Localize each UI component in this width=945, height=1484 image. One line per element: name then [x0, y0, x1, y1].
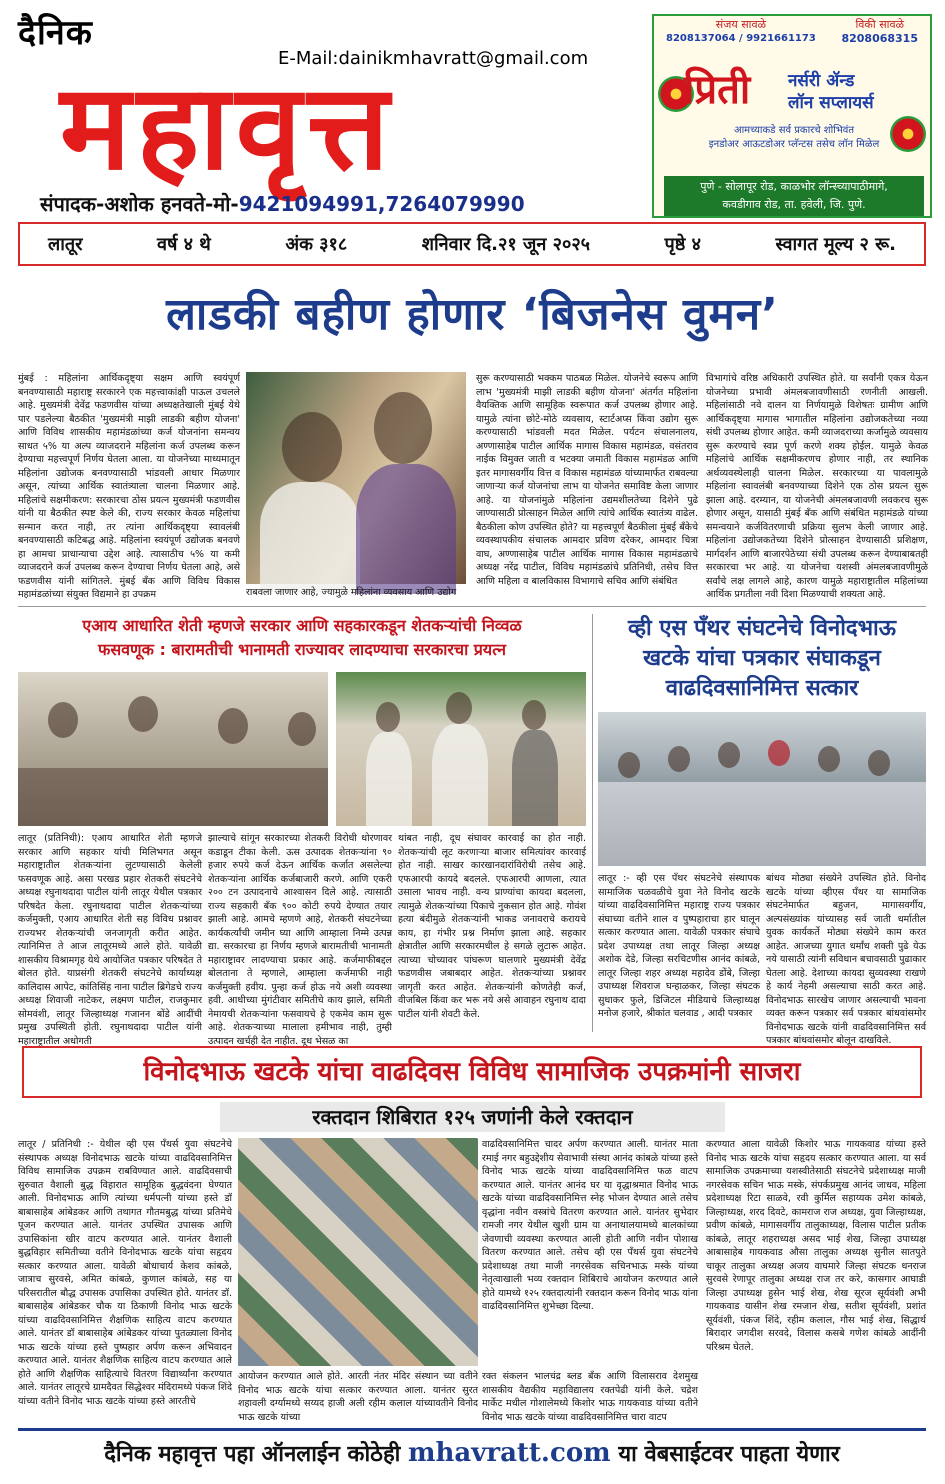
ad-contact-1-name: संजय सावळे — [715, 18, 767, 31]
birthday-story-column-2: आयोजन करण्यात आले होते. आरती नंतर मंदिर संस्थान च्या वतीने विनोद भाऊ खटके यांचा सत्कार करण्यात आला. यानंतर सुरत शहावली दर्ग्यामध्ये सय्यद हाजी अली रहीम कलाल यांच्यावतीने विनोद भाऊ खटके यांच्या — [238, 1371, 478, 1423]
ad-contact-2-phone: 8208068315 — [841, 32, 918, 45]
ad-address — [664, 176, 924, 216]
birthday-story-banner: विनोदभाऊ खटके यांचा वाढदिवस विविध सामाजिक उपक्रमांनी साजरा — [22, 1046, 922, 1098]
felicitation-photo — [598, 712, 926, 866]
ad-desc-line-1: आमच्याकडे सर्व प्रकारचे शोभिवंत — [733, 125, 855, 136]
lead-headline: लाडकी बहीण होणार ‘बिजनेस वुमन’ — [166, 289, 779, 340]
issue-date: शनिवार दि.२१ जून २०२५ — [421, 234, 591, 255]
farming-story-headline — [18, 614, 586, 662]
ad-address-line-1: पुणे - सोलापूर रोड, काळभोर लॉन्स्च्यापाठीमागे, — [700, 180, 888, 193]
birthday-story-column-1: लातूर / प्रतिनिधी :- येथील व्ही एस पँथर्स युवा संघटनेचे संस्थापक अध्यक्ष विनोदभाऊ खटके यांच्या वाढदिवसानिमित्त विविध सामाजिक उपक्रम राबविण्यात आले. वाढदिवसाची सुरुवात वैशाली बुद्ध विहारात सामूहिक बुद्धवंदना घेण्यात आली. विनोदभाऊ आणि त्यांच्या धर्मपत्नी यांच्या हस्ते डॉ बाबासाहेब आंबेडकर आणि तथागत गौतमबुद्ध यांच्या प्रतिमेचे पूजन करण्यात आले. यानंतर उपस्थित उपासक आणि उपासिकांना खीर वाटप करण्यात आले. यानंतर वैशाली बुद्धविहार समितीच्या वतीने विनोदभाऊ खटके यांचा सहृदय सत्कार करण्यात आला. यावेळी बोधाचार्य केशव कांबळे, जात्राच सुरवसे, अमित कांबळे, कुणाल कांबळे, सह या परिसरातील बौद्ध उपासक उपासिका उपस्थित होते. यानंतर डॉ. बाबासाहेब आंबेडकर चौक या ठिकाणी विनोद भाऊ खटके यांच्या वाढदिवसानिमित्त शैक्षणिक साहित्य वाटप करण्यात आले. यानंतर डॉ बाबासाहेब आंबेडकर यांच्या पुतळ्याला विनोद भाऊ खटके यांच्या हस्ते पुष्पहार अर्पण करून अभिवादन करण्यात आले. यानंतर शैक्षणिक साहित्य वाटप करण्यात आले होते आणि शैक्षणिक साहित्याचे वितरण विद्यार्थ्यांना करण्यात आले. यानंतर लातूरचे ग्रामदैवत सिद्धेश्वर मंदिरामध्ये पंकज शिंदे यांच्या वतीने विनोद भाऊ खटके यांच्या हस्ते आरतीचे — [18, 1139, 233, 1407]
ad-brand-line-1: नर्सरी ॲन्ड — [788, 71, 855, 91]
panther-headline-line-1: व्ही एस पँथर संघटनेचे विनोदभाऊ — [627, 616, 897, 641]
issue-pages: पृष्ठे ४ — [664, 234, 701, 255]
birthday-collage-photo — [238, 1138, 478, 1366]
birthday-story-column-3: रक्त संकलन भालचंद्र ब्लड बँक आणि विलासराव देशमुख शासकीय वैद्यकीय महाविद्यालय रक्तपेढी यांनी केले. चद्रेश मार्केट मधील गोशालेमध्ये किशोर भाऊ गायकवाड यांच्या वतीने विनोद भाऊ खटके यांच्या वाढदिवसानिमित्त चारा वाटप — [482, 1371, 698, 1423]
editor-phones: 9421094991,7264079990 — [238, 192, 525, 216]
group-meeting-photo — [336, 672, 586, 826]
website-promo-footer — [18, 1428, 926, 1472]
lead-photo-caption: राबवला जाणार आहे, ज्यामुळे महिलांना व्यवसाय आणि उद्योग — [246, 587, 457, 598]
ad-contact-1 — [666, 18, 816, 46]
website-link[interactable]: mhavratt.com — [408, 1438, 611, 1468]
ad-address-line-2: कवडीगाव रोड, ता. हवेली, जि. पुणे. — [722, 198, 866, 211]
birthday-story-column-4: वाढदिवसानिमित्त चादर अर्पण करण्यात आली. यानंतर माता रमाई नगर बहुउद्देशीय सेवाभावी संस्था आनंद कांबळे यांच्या हस्ते विनोद भाऊ खटके यांच्या वाढदिवसानिमित्त फळ वाटप करण्यात आले. यानंतर आनंद घर या वृद्धाश्रमात विनोद भाऊ खटके यांच्या वाढदिवसानिमित्त स्नेह भोजन देण्यात आले तसेच वृद्धांना नवीन वस्त्रांचे वितरण करण्यात आले. यानंतर सुभेदार रामजी नगर येथील खुशी ग्राम या अनाथालयामध्ये बालकांच्या जेवणाची व्यवस्था करण्यात आली होती आणि नवीन पोशाख वितरण करण्यात आले. तसेच व्ही एस पँथर्स युवा संघटनेचे प्रदेशाध्यक्ष तथा माजी नगरसेवक सचिनभाऊ मस्के यांच्या नेतृत्वाखाली भव्य रक्तदान शिबिराचे आयोजन करण्यात आले होते यामध्ये १२५ रक्तदात्यांनी रक्तदान करून विनोद भाऊ यांना वाढदिवसानिमित्त शुभेच्छा दिल्या. — [482, 1139, 698, 1312]
panther-story-column-2: बांधव मोठ्या संख्येने उपस्थित होते. विनोद खटके यांच्या व्हीएस पँथर या सामाजिक संघटनेमार्फत बहुजन, मागासवर्गीय, अल्पसंख्यांक यांच्यासह सर्व जाती धर्मातील युवक कार्यकर्ते मोठ्या संख्येने काम करत आहेत. आजच्या युगात धर्मांध शक्ती पुढे येऊ नये यासाठी त्यांनी सविधान बचावसाठी पुढाकार घेतला आहे. देशाच्या कायदा सुव्यवस्था राखणे हे कार्य नेहमी असल्याचा साठी करत आहे. विनोदभाऊ सारखेच जाणार असल्याची भावना व्यक्त करून पत्रकार सर्व पत्रकार बांधवांसमोर विनोदभाऊ खटके यांनी वाढदिवसानिमित्त सर्व पत्रकार बांधवांसमोर बोलून दाखविले. — [766, 873, 926, 1046]
issue-city: लातूर — [48, 234, 83, 255]
panther-headline-line-2: खटके यांचा पत्रकार संघाकडून — [643, 646, 881, 671]
ad-brand-name: प्रिती — [684, 67, 751, 113]
editor-line — [40, 190, 525, 217]
ad-description — [664, 124, 924, 152]
farming-headline-line-1: एआय आधारित शेती म्हणजे सरकार आणि सहकारकडून शेतकऱ्यांची निव्वळ — [82, 616, 522, 635]
section-divider — [18, 606, 926, 607]
birthday-story-column-5: करण्यात आला यावेळी किशोर भाऊ गायकवाड यांच्या हस्ते विनोद भाऊ खटके यांचा सहृदय सत्कार करण्यात आला. या सर्व सामाजिक उपक्रमाच्या यशस्वीतेसाठी संघटनेचे प्रदेशाध्यक्ष माजी नगरसेवक सचिन भाऊ मस्के, संपर्कप्रमुख आनंद जाधव, महिला प्रदेशाध्यक्ष रिटा साळवे, रवी कुर्मिल सहाय्यक उमेश कांबळे, जिल्हाध्यक्ष, शरद दिवटे, कामराज राज अध्यक्ष, युवा जिल्हाध्यक्ष, प्रवीण कांबळे, मागासवर्गीय तालुकाध्यक्ष, विलास पाटील प्रतीक कांबळे, लातूर शहराध्यक्ष असद भाई शेख, जिल्हा उपाध्यक्ष आबासाहेब गायकवाड औसा तालुका अध्यक्ष सुनील सातपुते चाकूर तालुका अध्यक्ष अजय वाघमारे जिल्हा संघटक धनराज सुरवसे रेणापूर तालुका अध्यक्ष राज तर करे, कासगार आघाडी जिल्हा उपाध्यक्ष हुसेन भाई शेख, शेख सूरज सूर्यवंशी अभी गायकवाड यासीन शेख रमजान शेख, सतीश सूर्यवंशी, प्रशांत सूर्यवंशी, पंकज शिंदे, रहीम कलाल, गौस भाई शेख, सिद्धार्थ बिरादार जगदीश सरवदे, विलास कसबे गणेश कांबळे आदींनी परिश्रम घेतले. — [706, 1139, 926, 1353]
ad-desc-line-2: इनडोअर आऊटडोअर प्लॅन्टस तसेच लॉन मिळेल — [708, 139, 880, 150]
newspaper-title: महावृत्त — [60, 57, 395, 196]
issue-price: स्वागत मूल्य २ रू. — [775, 234, 896, 255]
ad-contact-2 — [841, 18, 918, 46]
lead-story-column-3: सुरू करण्यासाठी भक्कम पाठबळ मिळेल. योजनेचे स्वरूप आणि लाभ 'मुख्यमंत्री माझी लाडकी बहीण योजना' अंतर्गत महिलांना वैयक्तिक आणि सामूहिक स्वरूपात कर्ज उपलब्ध होणार आहे. यामुळे त्यांना छोटे-मोठे व्यवसाय, स्टार्टअप्स किंवा उद्योग सुरू करण्यासाठी भांडवली मदत मिळेल. पर्यटन संचालनालय, अण्णासाहेब पाटील आर्थिक मागास विकास महामंडळ, वसंतराव नाईक विमुक्त जाती व भटक्या जमाती विकास महामंडळ आणि इतर मागासवर्गीय वित्त व विकास महामंडळ यांच्यामार्फत राबवल्या जाणाऱ्या कर्ज योजनांचा लाभ या योजनेत समाविष्ट केला जाणार आहे. या योजनांमुळे महिलांना उद्यमशीलतेच्या दिशेने पुढे जाण्यासाठी प्रोत्साहन मिळेल आणि त्यांचे आर्थिक स्वातंत्र्य वाढेल. बैठकीला कोण उपस्थित होते? या महत्त्वपूर्ण बैठकीला मुंबई बँकेचे व्यवस्थापकीय संचालक आमदार प्रविण दरेकर, आमदार चित्रा वाघ, अण्णासाहेब पाटील आर्थिक मागास विकास महामंडळाचे अध्यक्ष नरेंद्र पाटील, विविध महामंडळांचे प्रतिनिधी, तसेच वित्त आणि महिला व बालविकास विभागाचे सचिव आणि संबंधित — [476, 373, 698, 587]
ad-contact-2-name: विकी सावळे — [855, 18, 904, 31]
nursery-advertisement — [652, 14, 932, 218]
lead-story-column-4: विभागांचे वरिष्ठ अधिकारी उपस्थित होते. या सर्वांनी एकत्र येऊन योजनेच्या प्रभावी अंमलबजावणीसाठी रणनीती आखली. महिलांसाठी नवे दालन या निर्णयामुळे विशेषतः ग्रामीण आणि आर्थिकदृष्ट्या मागास भागातील महिलांना उद्योजकतेच्या नव्या संधी उपलब्ध होणार आहेत. कमी व्याजदराच्या कर्जामुळे व्यवसाय सुरू करण्याचे स्वप्न पूर्ण करणे शक्य होईल. यामुळे केवळ महिलांचे आर्थिक सक्षमीकरणच होणार नाही, तर स्थानिक अर्थव्यवस्थेलाही चालना मिळेल. सरकारच्या या पावलामुळे महिलांना स्वावलंबी बनवण्याच्या दिशेने एक ठोस प्रयत्न सुरू झाला आहे. दरम्यान, या योजनेची अंमलबजावणी लवकरच सुरू होणार असून, यासाठी मुंबई बँक आणि संबंधित महामंडळे यांच्या समन्वयाने कर्जवितरणाची प्रक्रिया सुलभ केली जाणार आहे. महिलांना उद्योजकतेच्या दिशेने प्रोत्साहन देण्यासाठी प्रशिक्षण, मार्गदर्शन आणि बाजारपेठेच्या संधी उपलब्ध करून देण्याबाबतही सरकारचा भर आहे. या योजनेचा यशस्वी अंमलबजावणीमुळे सर्वांचे लक्ष लागले आहे, कारण यामुळे महाराष्ट्रातील महिलांच्या आर्थिक प्रगतीला नवी दिशा मिळण्याची शक्यता आहे. — [706, 373, 928, 600]
press-conference-photo — [18, 672, 328, 826]
issue-year: वर्ष ४ थे — [157, 234, 211, 255]
farming-story-column-1: लातूर (प्रतिनिधी): एआय आधारित शेती म्हणजे सरकार आणि सहकार यांची मिलिभगत असून महाराष्ट्रातील शेतकऱ्यांना लुटण्यासाठी केलेली फसवणूक आहे. असा परखड प्रहार शेतकरी संघटनेचे अध्यक्ष रघुनाथदादा पाटील यांनी लातूर येथील पत्रकार परिषदेत केला. रघुनाथदादा पाटील शेतकऱ्यांच्या कर्जमुक्ती, एआय आधारित शेती सह विविध प्रश्नावर राज्यभर शेतकऱ्यांची जनजागृती करीत आहेत. त्यानिमित्त ते आज लातूरमध्ये आले होते. यावेळी शासकीय विश्रामगृह येथे आयोजित पत्रकार परिषदेत ते बोलत होते. याप्रसंगी शेतकरी संघटनेचे कार्याध्यक्ष कालिदास आपेट, कांतिसिंह नाना पाटील ब्रिगेडचे राज्य अध्यक्ष शिवाजी नाटेकर, लक्ष्मण पाटील, राजकुमार सोमवंशी, लातूर जिल्हाध्यक्ष गजानन बोंडे आदींची प्रमुख उपस्थिती होती. रघुनाथदादा पाटील यांनी महाराष्ट्रातील अधोगती — [18, 833, 202, 1047]
farming-story-column-3: थांबत नाही, दूध संघावर कारवाई का होत नाही. शेतकऱ्यांची लूट करणाऱ्या बाजार समित्यांवर कारवाई होत नाही. साखर कारखानदारांविरोधी तसेच आहे. एफआरपी कायदे बदलले. एफआरपी आणला, त्यात उसाला भावच नाही. वन्य प्राण्यांचा कायदा बदलला, त्यामुळे शेतकऱ्यांच्या पिकाचे नुकसान होत आहे. गोवंश हत्या बंदीमुळे शेतकऱ्यांनी भाकड जनावराचे करायचे काय, हा गंभीर प्रश्न निर्माण झाला आहे. सहकार क्षेत्रातील आणि सरकारमधील हे सगळे लुटारू आहेत. त्याच्या चोच्यावर पांघरूण घालणारे मुख्यमंत्री देवेंद्र फडणवीस जबाबदार आहेत. शेतकऱ्यांच्या प्रश्नावर जागृती करत आहेत. शेतकऱ्यांनी कोणतेही कर्ज, वीजबिल किंवा कर भरू नये असे आवाहन रघुनाथ दादा पाटील यांनी शेवटी केले. — [398, 833, 586, 1020]
footer-text-after: या वेबसाईटवर पाहता येणार — [618, 1442, 840, 1467]
ad-contacts — [654, 18, 930, 46]
panther-story-headline — [598, 614, 926, 704]
column-divider — [592, 614, 593, 1032]
lead-story-photo — [246, 372, 466, 584]
contact-email[interactable]: E-Mail:dainikmhavratt@gmail.com — [278, 48, 589, 69]
lead-story-column-1: मुंबई : महिलांना आर्थिकदृष्ट्या सक्षम आणि स्वयंपूर्ण बनवण्यासाठी महाराष्ट्र सरकारने एक महत्त्वाकांक्षी पाऊल उचलले आहे. मुख्यमंत्री देवेंद्र फडणवीस यांच्या अध्यक्षतेखाली मुंबई येथे पार पडलेल्या बैठकीत 'मुख्यमंत्री माझी लाडकी बहीण योजना' आणि विविध शासकीय महामंडळांच्या कर्ज योजनांना समन्वय साधत ५% या अल्प व्याजदराने महिलांना कर्ज उपलब्ध करून देण्याचा महत्त्वपूर्ण निर्णय घेतला आला. या योजनेच्या माध्यमातून महिलांना उद्योजक बनवण्यासाठी भांडवली आधार मिळणार असून, त्यांच्या आर्थिक स्वातंत्र्याला चालना मिळणार आहे. महिलांचे सक्षमीकरण: सरकारचा ठोस प्रयत्न मुख्यमंत्री फडणवीस यांनी या बैठकीत स्पष्ट केले की, राज्य सरकार केवळ महिलांचा सन्मान करत नाही, तर त्यांना आर्थिकदृष्ट्या स्वावलंबी बनवण्यासाठी कटिबद्ध आहे. महिलांना स्वयंपूर्ण उद्योजक बनवणे हा आमचा प्राधान्याचा उद्देश आहे. त्यासाठीच ५% या कमी व्याजदराने कर्ज उपलब्ध करून देण्याचा निर्णय घेतला आहे, असे फडणवीस यांनी सांगितले. मुंबई बँक आणि विविध विकास महामंडळांच्या संयुक्त विद्यमाने हा उपक्रम — [18, 373, 240, 600]
issue-info-bar — [18, 222, 926, 266]
editor-label: संपादक-अशोक हनवते-मो- — [40, 192, 239, 216]
farming-headline-line-2: फसवणूक : बारामतीची भानामती राज्यावर लादण्याचा सरकारचा प्रयत्न — [98, 640, 506, 659]
newspaper-daily-label: दैनिक — [18, 13, 93, 53]
farming-story-column-2: झाल्याचे सांगून सरकारच्या शेतकरी विरोधी धोरणावर कडाडून टीका केली. ऊस उत्पादक शेतकऱ्यांना ९० हजार रुपये कर्ज देऊन आर्थिक कर्जात असलेल्या शेतकऱ्यांना आर्थिक कर्जबाजारी करणे. आणि एकरी २०० टन उत्पादनाचे आश्वासन दिले आहे. त्यासाठी राज्य सहकारी बँक ९०० कोटी रुपये देण्यात तयार झाली आहे. आमचे म्हणणे आहे, शेतकरी संघटनेच्या कार्यकर्त्यांची जमीन घ्या आणि आम्हाला निम्मे उत्पन्न द्या. सरकारचा हा निर्णय म्हणजे बारामतीची भानामती महाराष्ट्रावर लादण्याचा प्रकार आहे. कर्जमाफीबद्दल बोलताना ते म्हणाले, आम्हाला कर्जमाफी नाही कर्जमुक्ती हवीय. पुन्हा कर्ज होऊ नये अशी व्यवस्था हवी. आधीच्या मुंगंटीवार समितीचे काय झाले, समिती नेमायची शेतकऱ्यांना फसवायचे हे एकमेव काम सुरू आहे. शेतकऱ्याच्या मालाला हमीभाव नाही, तुम्ही उत्पादन खर्चही देत नाहीत. दूध भेसळ का — [208, 833, 392, 1047]
ad-contact-1-phone: 8208137064 / 9921661173 — [666, 33, 816, 44]
footer-text-before: दैनिक महावृत्त पहा ऑनलाईन कोठेही — [104, 1442, 401, 1467]
ad-brand-line-2: लॉन सप्लायर्स — [788, 93, 874, 113]
issue-number: अंक ३१८ — [285, 234, 348, 255]
panther-story-column-1: लातूर :- व्ही एस पँथर संघटनेचे संस्थापक सामाजिक चळवळीचे युवा नेते विनोद खटके यांच्या वाढदिवसानिमित्त महाराष्ट्र राज्य पत्रकार संघाच्या वतीने शाल व पुष्पहाराचा हार घालून सत्कार करण्यात आला. यावेळी पत्रकार संघाचे प्रदेश उपाध्यक्ष तथा लातूर जिल्हा अध्यक्ष अशोक देडे, जिल्हा सरचिटणीस आनंद कांबळे, लातूर जिल्हा शहर अध्यक्ष महादेव डोंबे, जिल्हा उपाध्यक्ष शिवराज घन्हाळकर, जिल्हा संघटक सुधाकर फुले, डिजिटल मीडियाचे जिल्हाध्यक्ष मनोज हजारे, श्रीकांत चलवाड , आदी पत्रकार — [598, 873, 760, 1019]
panther-headline-line-3: वाढदिवसानिमित्त सत्कार — [665, 676, 859, 701]
ad-brand-subtitle — [788, 70, 874, 114]
blood-donation-subheadline: रक्तदान शिबिरात १२५ जणांनी केले रक्तदान — [220, 1102, 725, 1132]
